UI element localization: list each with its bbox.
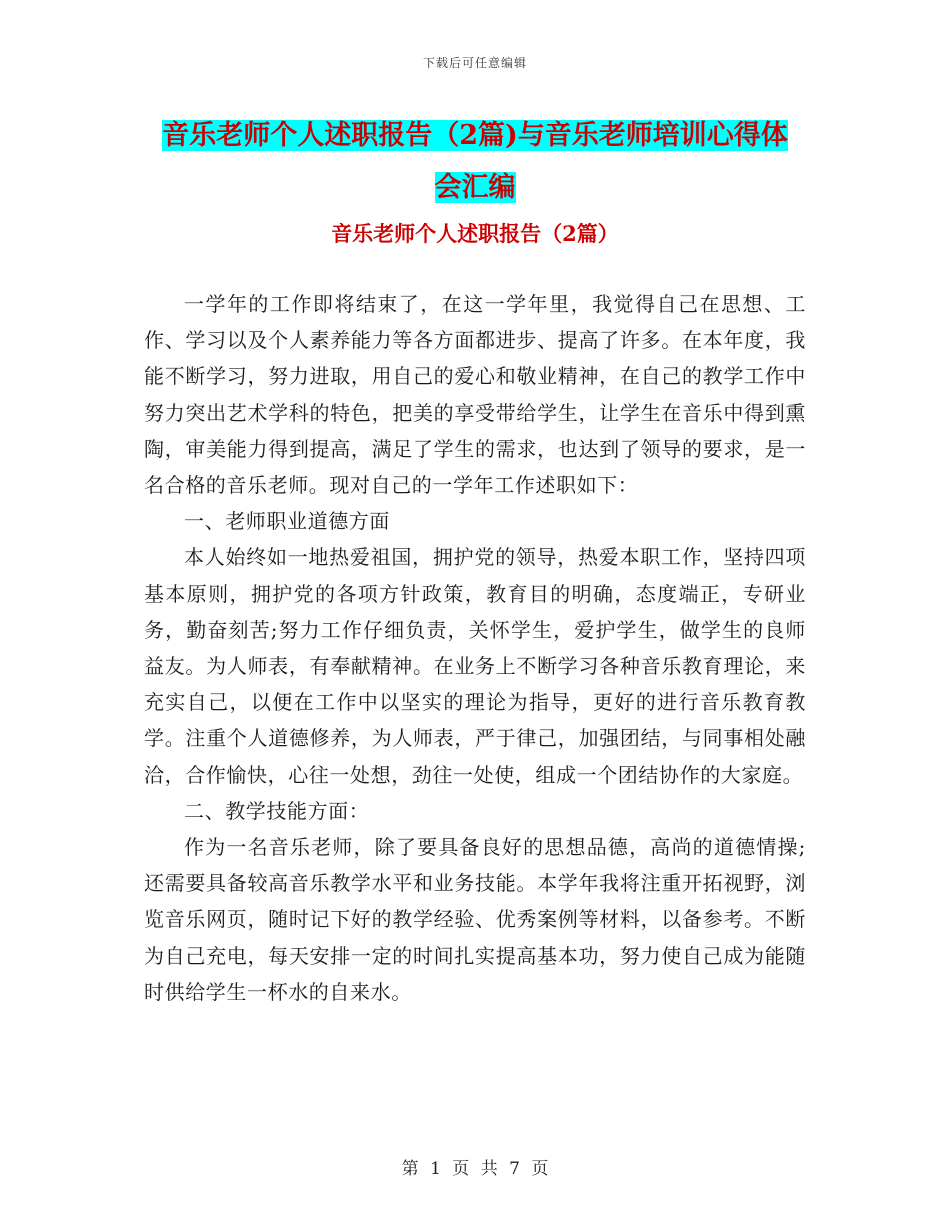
paragraph-skills: 作为一名音乐老师，除了要具备良好的思想品德，高尚的道德情操;还需要具备较高音乐教学水平和业务技能。本学年我将注重开拓视野，浏览音乐网页，随时记下好的教学经验、优秀案例等材料，以备参考。不断为自己充电，每天安排一定的时间扎实提高基本功，努力使自己成为能随时供给学生一杯水的自来水。 (144, 835, 806, 1004)
document-title (0, 110, 950, 214)
paragraph-ethics: 本人始终如一地热爱祖国，拥护党的领导，热爱本职工作，坚持四项基本原则，拥护党的各项方针政策，教育目的明确，态度端正，专研业务，勤奋刻苦;努力工作仔细负责，关怀学生，爱护学生，做学生的良师益友。为人师表，有奉献精神。在业务上不断学习各种音乐教育理论，来充实自己，以便在工作中以坚实的理论为指导，更好的进行音乐教育教学。注重个人道德修养，为人师表，严于律己，加强团结，与同事相处融洽，合作愉快，心往一处想，劲往一处使，组成一个团结协作的大家庭。 (144, 545, 806, 787)
page-footer: 第 1 页 共 7 页 (401, 1159, 549, 1179)
header-note: 下载后可任意编辑 (422, 56, 527, 70)
paragraph-intro: 一学年的工作即将结束了，在这一学年里，我觉得自己在思想、工作、学习以及个人素养能力等各方面都进步、提高了许多。在本年度，我能不断学习，努力进取，用自己的爱心和敬业精神，在自己的教学工作中努力突出艺术学科的特色，把美的享受带给学生，让学生在音乐中得到熏陶，审美能力得到提高，满足了学生的需求，也达到了领导的要求，是一名合格的音乐老师。现对自己的一学年工作述职如下： (144, 292, 806, 498)
heading-skills: 二、教学技能方面： (184, 798, 370, 823)
title-line-1: 音乐老师个人述职报告（2篇)与音乐老师培训心得体 (162, 120, 788, 151)
title-line-2: 会汇编 (434, 172, 516, 203)
section-title: 音乐老师个人述职报告（2篇） (331, 221, 619, 246)
heading-ethics: 一、老师职业道德方面 (184, 509, 390, 534)
body-text (144, 286, 806, 1010)
